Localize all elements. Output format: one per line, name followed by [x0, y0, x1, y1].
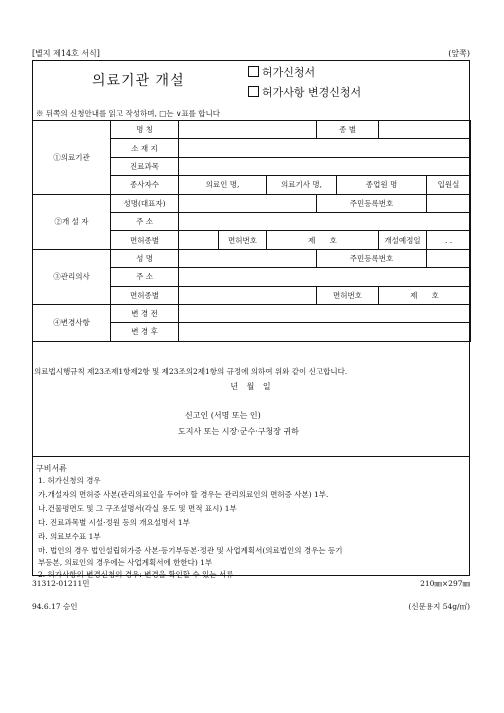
checkbox-icon[interactable]	[248, 66, 259, 77]
label-founder-rrn: 주민등록번호	[317, 194, 427, 212]
field-institution-address[interactable]	[179, 139, 471, 157]
paper-size: 210㎜×297㎜	[420, 579, 470, 588]
label-before: 변 경 전	[111, 304, 179, 322]
label-name: 명 칭	[111, 121, 179, 139]
field-manager-name[interactable]	[179, 249, 317, 267]
required-docs-title: 구비서류	[36, 464, 67, 473]
field-institution-type[interactable]	[379, 121, 471, 139]
field-subjects[interactable]	[179, 157, 471, 175]
field-founder-license[interactable]	[179, 231, 219, 249]
doc-item: 가.개설자의 면허증 사본(관리의료인을 두어야 할 경우는 관리의료인의 면허증 사본) 1부.	[38, 490, 329, 499]
label-manager-rrn: 주민등록번호	[317, 249, 427, 267]
field-institution-name[interactable]	[179, 121, 317, 139]
label-manager-name: 성 명	[111, 249, 179, 267]
field-manager-address[interactable]	[179, 268, 471, 286]
doc-item: 마. 법인의 경우 법인설립허가증 사본·등기부등본·정관 및 사업계획서(의료법인의 경우는 등기	[38, 546, 343, 555]
form-code: 31312-01211민	[32, 579, 90, 588]
field-after[interactable]	[179, 323, 471, 341]
label-founder-license: 면허종별	[111, 231, 179, 249]
label-founder-name: 성명(대표자)	[111, 194, 179, 212]
form-title: 의료기관 개설	[92, 73, 185, 89]
field-manager-license-no[interactable]: 제 호	[379, 286, 471, 304]
field-founder-address[interactable]	[179, 212, 471, 230]
field-employees[interactable]: 종업원 명	[337, 176, 427, 194]
label-manager-license-no: 면허번호	[317, 286, 379, 304]
label-subjects: 진료과목	[111, 157, 179, 175]
section-change: ④변경사항	[33, 304, 111, 341]
label-beds: 입원실	[427, 176, 471, 194]
recipient-line: 도지사 또는 시장·군수·구청장 귀하	[178, 427, 299, 436]
field-techs[interactable]: 의료기사 명,	[267, 176, 337, 194]
label-open-date: 개설예정일	[379, 231, 427, 249]
paper-spec: (신문용지 54g/㎡)	[408, 602, 470, 611]
divider	[32, 456, 470, 457]
doc-item: 부등본, 의료인의 경우에는 사업계획서에 한한다) 1부	[38, 558, 213, 567]
label-type: 종 별	[317, 121, 379, 139]
section-founder: ②개 설 자	[33, 194, 111, 249]
doc-item: 나.건물평면도 및 그 구조설명서(각실 용도 및 면적 표시) 1부	[38, 504, 237, 513]
field-open-date[interactable]: . .	[427, 231, 471, 249]
instruction-note: ※ 뒤쪽의 신청안내를 읽고 작성하며, □는 ∨표를 합니다	[36, 109, 221, 118]
declaration-text: 의료법시행규칙 제23조제1항제2항 및 제23조의2제1항의 규정에 의하여 위와 같이 신고합니다.	[34, 367, 348, 376]
doc-item: 다. 진료과목별 시설·정원 등의 개요설명서 1부	[38, 518, 190, 527]
label-after: 변 경 후	[111, 323, 179, 341]
label-address: 소 재 지	[111, 139, 179, 157]
section-manager: ③관리의사	[33, 249, 111, 304]
page-side-label: (앞쪽)	[448, 49, 470, 58]
field-before[interactable]	[179, 304, 471, 322]
field-founder-license-no[interactable]: 제 호	[267, 231, 379, 249]
field-founder-name[interactable]	[179, 194, 317, 212]
field-founder-rrn[interactable]	[427, 194, 471, 212]
doc-item: 2. 허가사항의 변경신청의 경우: 변경을 확인할 수 있는 서류	[38, 570, 234, 579]
application-form-table	[32, 120, 471, 342]
form-number: [별지 제14호 서식]	[32, 49, 100, 58]
checkbox-icon[interactable]	[248, 86, 259, 97]
field-manager-license[interactable]	[179, 286, 317, 304]
label-founder-license-no: 면허번호	[219, 231, 267, 249]
doc-item: 1. 허가신청의 경우	[38, 476, 101, 485]
doc-item: 라. 의료보수표 1부	[38, 532, 101, 541]
option-change-license[interactable]: 허가사항 변경신청서	[248, 84, 361, 100]
label-manager-address: 주 소	[111, 268, 179, 286]
field-doctors[interactable]: 의료인 명,	[179, 176, 267, 194]
option-new-license[interactable]: 허가신청서	[248, 64, 315, 80]
label-manager-license: 면허종별	[111, 286, 179, 304]
approval-date: 94.6.17 승인	[32, 602, 78, 611]
applicant-signature[interactable]: 신고인 (서명 또는 인)	[185, 411, 261, 420]
section-institution: ①의료기관	[33, 121, 111, 195]
date-line[interactable]: 년 월 일	[230, 382, 274, 391]
label-staff: 종사자수	[111, 176, 179, 194]
label-founder-address: 주 소	[111, 212, 179, 230]
field-manager-rrn[interactable]	[427, 249, 471, 267]
